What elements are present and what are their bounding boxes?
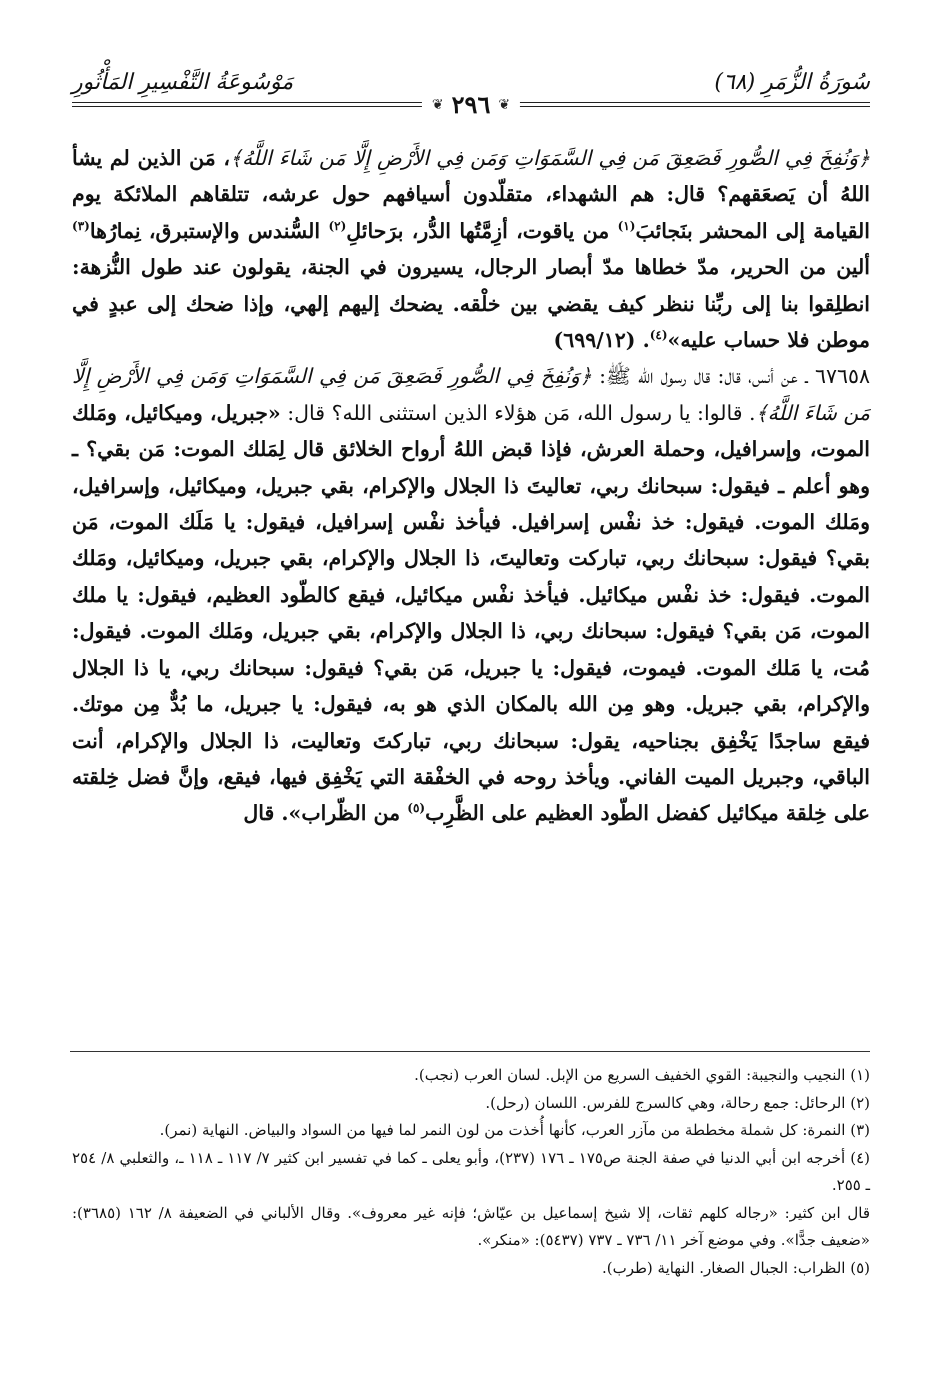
text-segment: من الظّراب». قال [243,801,408,826]
footnote-marker-5: (٥) [407,801,426,816]
text-segment: ، مَن الذين لم يشأ اللهُ أن يَصعَقهم؟ قال: هم الشهداء، متقلّدون أسيافهم حول عرشه، تتلقاهم الملائكة يوم القيامة إلى المحشر بنَجائبَ [72,146,870,243]
text-segment: ألين من الحرير، مدّ خطاها مدّ أبصار الرجال، يسيرون في الجنة، يقولون عند طول النُّزهة: انطلِقوا بنا إلى ربِّنا ننظر كيف يقضي بين خلْقه. يضحك إليهم إلهي، وإذا ضحك إلى عبدٍ في موطن فلا حساب عليه» [72,255,870,353]
paragraph-hadith-1 [72,140,870,358]
footnote-item: (٢) الرحائل: جمع رحالة، وهي كالسرج للفرس. اللسان (رحل). [485,1093,870,1112]
text-segment: السُّندس والإستبرق، نِمارُها [89,218,329,243]
book-title: مَوْسُوعَةُ التَّفْسِيرِ المَأْثُورِ [72,70,294,95]
footnote-item: (٣) النمرة: كل شملة مخططة من مآزر العرب، كأنها أُخذت من لون النمر لما فيها من السواد والبياض. النهاية (نمر). [159,1121,870,1139]
ornament-icon: ❦ [431,96,444,113]
ornament-icon: ❦ [498,96,511,113]
quran-verse: ﴿وَنُفِخَ فِي الصُّورِ فَصَعِقَ مَن فِي السَّمَوَاتِ وَمَن فِي الأَرْضِ إِلَّا مَن شَاءَ اللَّهُ﴾ [230,146,870,170]
page-header [72,66,870,119]
footnote-item: (٥) الظراب: الجبال الصغار. النهاية (طرب). [601,1258,870,1277]
page-number: ٢٩٦ [451,90,491,119]
surah-title: سُورَةُ الزُّمَرِ (٦٨) [714,70,870,95]
footnote-item: (١) النجيب والنجيبة: القوي الخفيف السريع من الإبل. لسان العرب (نجب). [414,1066,870,1084]
footnote-item: (٤) أخرجه ابن أبي الدنيا في صفة الجنة ص١٧٥ ـ ١٧٦ (٢٣٧)، وأبو يعلى ـ كما في تفسير ابن كثير ٧/ ١١٧ ـ ١١٨ ـ، والثعلبي ٨/ ٢٥٤ ـ ٢٥٥. [72,1148,871,1194]
footnote-marker-4: (٤) [649,328,668,343]
quran-verse: ﴿وَنُفِخَ فِي الصُّورِ فَصَعِقَ مَن فِي السَّمَوَاتِ وَمَن فِي الأَرْضِ إِلَّا مَن شَاءَ اللَّهُ﴾ [72,364,870,425]
footnotes [72,1062,870,1282]
footnote-marker-2: (٢) [328,218,347,233]
footnote-rule [70,1051,870,1052]
volume-reference: . (٦٩٩/١٢) [553,328,650,353]
text-segment: من ياقوت، أزِمَّتُها الدُّر، برَحائلِ [346,218,618,243]
text-segment: . قالوا: يا رسول الله، مَن هؤلاء الذين استثنى الله؟ قال: [280,400,756,425]
page-number-box [422,90,520,119]
footnote-item: قال ابن كثير: «رجاله كلهم ثقات، إلا شيخ إسماعيل بن عيّاش؛ فإنه غير معروف». وقال الألباني في الضعيفة ٨/ ١٦٢ (٣٦٨٥): «ضعيف جدًّا». وفي موضع آخر ١١/ ٧٣٦ ـ ٧٣٧ (٥٤٣٧): «منكر». [72,1203,871,1249]
hadith-number-lead: ٦٧٦٥٨ ـ عن أنس، قال: قال رسول الله ﷺ: [591,364,870,389]
paragraph-hadith-2 [72,358,870,831]
footnote-marker-1: (١) [617,218,636,233]
main-text [72,140,870,832]
footnote-marker-3: (٣) [72,218,90,233]
hadith-text: «جبريل، وميكائيل، ومَلك الموت، وإسرافيل، وحملة العرش، فإذا قبض اللهُ أرواح الخلائق قال لِمَلك الموت: مَن بقي؟ ـ وهو أعلم ـ فيقول: سبحانك ربي، تعاليتَ ذا الجلال والإكرام، بقي جبريل، وميكائيل، وإسرافيل، ومَلك الموت. فيقول: خذ نفْس إسرافيل. فيأخذ نفْس إسرافيل، فيقول: يا مَلَك الموت، مَن بقي؟ فيقول: سبحانك ربي، تباركت وتعاليتَ، ذا الجلال والإكرام، بقي جبريل، وميكائيل، ومَلك الموت. فيقول: خذ نفْس ميكائيل. فيأخذ نفْس ميكائيل، فيقع كالطّود العظيم، فيقول: يا ملك الموت، مَن بقي؟ فيقول: سبحانك ربي، ذا الجلال والإكرام، بقي جبريل، ومَلك الموت. فيقول: مُت، يا مَلك الموت. فيموت، فيقول: يا جبريل، مَن بقي؟ فيقول: سبحانك ربي، يا ذا الجلال والإكرام، بقي جبريل. وهو مِن الله بالمكان الذي هو به، فيقول: يا جبريل، ما بُدٌّ مِن موتك. فيقع ساجدًا يَخْفِق بجناحيه، يقول: سبحانك ربي، تباركتَ وتعاليت، ذا الجلال والإكرام، أنت الباقي، وجبريل الميت الفاني. ويأخذ روحه في الخفْقة التي يَخْفِق فيها، فيقع، وإنَّ فضل خِلقته على خِلقة ميكائيل كفضل الطّود العظيم على الظَّرِب [72,400,870,826]
